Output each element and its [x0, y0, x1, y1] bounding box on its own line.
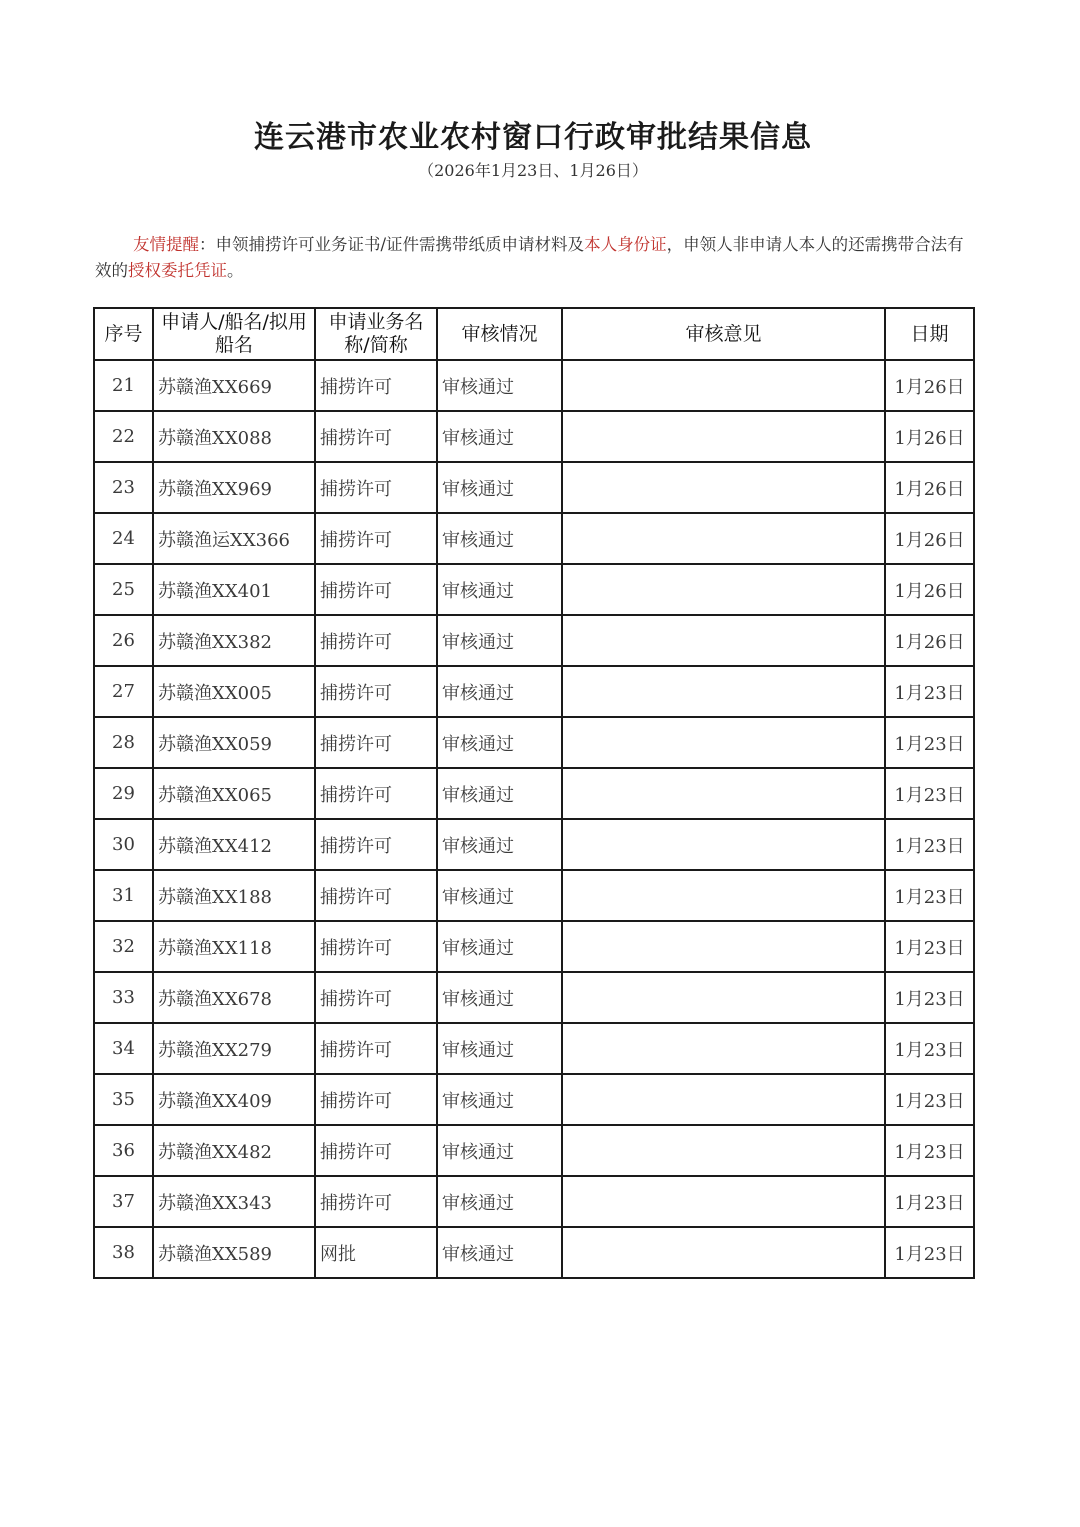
table-row — [94, 921, 974, 972]
table-row — [94, 819, 974, 870]
table-row — [94, 462, 974, 513]
cell-business: 捕捞许可 — [315, 972, 437, 1023]
cell-status: 审核通过 — [437, 666, 562, 717]
cell-opinion — [562, 1227, 885, 1278]
cell-opinion — [562, 564, 885, 615]
cell-business: 捕捞许可 — [315, 1125, 437, 1176]
cell-business: 捕捞许可 — [315, 513, 437, 564]
table-row — [94, 666, 974, 717]
cell-opinion — [562, 870, 885, 921]
table-row — [94, 1074, 974, 1125]
column-header-status: 审核情况 — [437, 308, 562, 360]
cell-date: 1月26日 — [885, 564, 974, 615]
results-table — [93, 307, 975, 1279]
table-row — [94, 1023, 974, 1074]
cell-status: 审核通过 — [437, 1125, 562, 1176]
cell-date: 1月23日 — [885, 666, 974, 717]
cell-no: 25 — [94, 564, 153, 615]
cell-date: 1月23日 — [885, 870, 974, 921]
cell-opinion — [562, 615, 885, 666]
cell-name: 苏赣渔XX669 — [153, 360, 315, 411]
cell-name: 苏赣渔XX188 — [153, 870, 315, 921]
table-row — [94, 972, 974, 1023]
cell-no: 21 — [94, 360, 153, 411]
table-row — [94, 513, 974, 564]
table-body — [94, 360, 974, 1278]
cell-no: 27 — [94, 666, 153, 717]
cell-name: 苏赣渔XX589 — [153, 1227, 315, 1278]
table-row — [94, 1227, 974, 1278]
cell-status: 审核通过 — [437, 360, 562, 411]
cell-status: 审核通过 — [437, 1176, 562, 1227]
table-row — [94, 564, 974, 615]
cell-no: 38 — [94, 1227, 153, 1278]
cell-status: 审核通过 — [437, 972, 562, 1023]
cell-no: 35 — [94, 1074, 153, 1125]
cell-name: 苏赣渔XX279 — [153, 1023, 315, 1074]
table-row — [94, 360, 974, 411]
cell-name: 苏赣渔XX382 — [153, 615, 315, 666]
notice-text: ，申领人非申请人本人的还需携带合法有效的 — [95, 235, 964, 280]
cell-business: 捕捞许可 — [315, 411, 437, 462]
cell-business: 捕捞许可 — [315, 666, 437, 717]
cell-date: 1月23日 — [885, 1125, 974, 1176]
cell-status: 审核通过 — [437, 564, 562, 615]
page-title: 连云港市农业农村窗口行政审批结果信息 — [254, 120, 812, 155]
cell-name: 苏赣渔XX118 — [153, 921, 315, 972]
cell-status: 审核通过 — [437, 615, 562, 666]
table-row — [94, 717, 974, 768]
cell-date: 1月26日 — [885, 462, 974, 513]
column-header-business: 申请业务名称/简称 — [315, 308, 437, 360]
cell-no: 36 — [94, 1125, 153, 1176]
cell-opinion — [562, 666, 885, 717]
cell-name: 苏赣渔XX678 — [153, 972, 315, 1023]
cell-business: 捕捞许可 — [315, 615, 437, 666]
notice-text-end: 。 — [227, 261, 244, 280]
cell-name: 苏赣渔XX409 — [153, 1074, 315, 1125]
cell-name: 苏赣渔XX343 — [153, 1176, 315, 1227]
cell-opinion — [562, 1023, 885, 1074]
cell-opinion — [562, 411, 885, 462]
cell-opinion — [562, 360, 885, 411]
cell-business: 捕捞许可 — [315, 462, 437, 513]
notice — [95, 232, 975, 284]
cell-status: 审核通过 — [437, 1074, 562, 1125]
cell-business: 捕捞许可 — [315, 1176, 437, 1227]
cell-business: 捕捞许可 — [315, 717, 437, 768]
cell-opinion — [562, 462, 885, 513]
cell-no: 26 — [94, 615, 153, 666]
cell-no: 32 — [94, 921, 153, 972]
cell-name: 苏赣渔XX088 — [153, 411, 315, 462]
cell-opinion — [562, 972, 885, 1023]
table-row — [94, 411, 974, 462]
cell-status: 审核通过 — [437, 921, 562, 972]
table-header-row — [94, 308, 974, 360]
column-header-date: 日期 — [885, 308, 974, 360]
cell-status: 审核通过 — [437, 462, 562, 513]
cell-name: 苏赣渔运XX366 — [153, 513, 315, 564]
cell-date: 1月26日 — [885, 615, 974, 666]
cell-date: 1月23日 — [885, 921, 974, 972]
cell-business: 网批 — [315, 1227, 437, 1278]
cell-status: 审核通过 — [437, 1023, 562, 1074]
cell-opinion — [562, 717, 885, 768]
cell-name: 苏赣渔XX059 — [153, 717, 315, 768]
cell-opinion — [562, 513, 885, 564]
cell-business: 捕捞许可 — [315, 360, 437, 411]
table-row — [94, 1125, 974, 1176]
cell-business: 捕捞许可 — [315, 768, 437, 819]
cell-date: 1月23日 — [885, 1074, 974, 1125]
column-header-no: 序号 — [94, 308, 153, 360]
cell-no: 34 — [94, 1023, 153, 1074]
cell-date: 1月23日 — [885, 819, 974, 870]
cell-opinion — [562, 1176, 885, 1227]
cell-opinion — [562, 819, 885, 870]
cell-date: 1月23日 — [885, 972, 974, 1023]
cell-status: 审核通过 — [437, 870, 562, 921]
cell-business: 捕捞许可 — [315, 921, 437, 972]
cell-no: 31 — [94, 870, 153, 921]
cell-date: 1月26日 — [885, 411, 974, 462]
cell-status: 审核通过 — [437, 717, 562, 768]
cell-no: 22 — [94, 411, 153, 462]
cell-name: 苏赣渔XX412 — [153, 819, 315, 870]
notice-highlight-id-card: 本人身份证 — [584, 235, 667, 254]
cell-no: 37 — [94, 1176, 153, 1227]
cell-no: 24 — [94, 513, 153, 564]
cell-name: 苏赣渔XX005 — [153, 666, 315, 717]
table-row — [94, 1176, 974, 1227]
cell-no: 33 — [94, 972, 153, 1023]
cell-opinion — [562, 1125, 885, 1176]
cell-no: 23 — [94, 462, 153, 513]
cell-name: 苏赣渔XX482 — [153, 1125, 315, 1176]
cell-date: 1月23日 — [885, 1023, 974, 1074]
table-row — [94, 615, 974, 666]
notice-label: 友情提醒 — [133, 235, 199, 254]
notice-highlight-authorization: 授权委托凭证 — [128, 261, 227, 280]
table-row — [94, 768, 974, 819]
cell-opinion — [562, 768, 885, 819]
cell-name: 苏赣渔XX065 — [153, 768, 315, 819]
cell-opinion — [562, 1074, 885, 1125]
cell-date: 1月26日 — [885, 513, 974, 564]
cell-no: 28 — [94, 717, 153, 768]
cell-date: 1月23日 — [885, 1176, 974, 1227]
cell-no: 29 — [94, 768, 153, 819]
page-subtitle: （2026年1月23日、1月26日） — [418, 161, 648, 180]
cell-status: 审核通过 — [437, 1227, 562, 1278]
cell-business: 捕捞许可 — [315, 819, 437, 870]
cell-status: 审核通过 — [437, 411, 562, 462]
cell-date: 1月23日 — [885, 717, 974, 768]
cell-date: 1月23日 — [885, 768, 974, 819]
cell-name: 苏赣渔XX401 — [153, 564, 315, 615]
cell-business: 捕捞许可 — [315, 564, 437, 615]
cell-opinion — [562, 921, 885, 972]
column-header-name: 申请人/船名/拟用船名 — [153, 308, 315, 360]
cell-no: 30 — [94, 819, 153, 870]
cell-date: 1月23日 — [885, 1227, 974, 1278]
cell-business: 捕捞许可 — [315, 1023, 437, 1074]
cell-date: 1月26日 — [885, 360, 974, 411]
cell-name: 苏赣渔XX969 — [153, 462, 315, 513]
cell-status: 审核通过 — [437, 819, 562, 870]
cell-business: 捕捞许可 — [315, 1074, 437, 1125]
cell-status: 审核通过 — [437, 513, 562, 564]
column-header-opinion: 审核意见 — [562, 308, 885, 360]
table-row — [94, 870, 974, 921]
notice-text: ：申领捕捞许可业务证书/证件需携带纸质申请材料及 — [199, 235, 585, 254]
cell-business: 捕捞许可 — [315, 870, 437, 921]
cell-status: 审核通过 — [437, 768, 562, 819]
